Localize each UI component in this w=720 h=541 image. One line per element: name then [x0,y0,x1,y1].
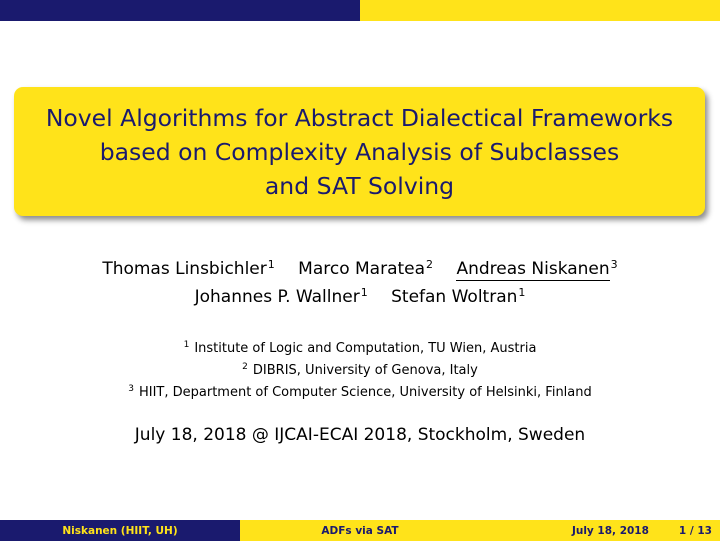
author: Thomas Linsbichler$^1$ [102,258,275,279]
footer-date-page [480,520,720,541]
event-date-line: July 18, 2018 @ IJCAI-ECAI 2018, Stockholm, Sweden [134,425,586,445]
author: Johannes P. Wallner$^1$ [194,286,368,307]
affiliations [0,336,720,402]
presenting-author: Andreas Niskanen$^3$ [456,258,618,279]
author: Marco Maratea$^2$ [298,258,434,279]
top-bar-navy-segment [0,0,360,21]
footer-author: Niskanen (HIIT, UH) [0,520,240,541]
author: Stefan Woltran$^1$ [391,286,526,307]
top-bar-yellow-segment [360,0,720,21]
title-line-2: based on Complexity Analysis of Subclasses [99,137,620,166]
top-header-bar [0,0,720,21]
author-row-1 [0,258,720,279]
title-line-3: and SAT Solving [264,171,455,200]
footer-date: July 18, 2018 [571,524,649,537]
affiliation: $^1$ Institute of Logic and Computation, TU Wien, Austria [183,340,537,356]
footer-short-title: ADFs via SAT [240,520,480,541]
title-line-1: Novel Algorithms for Abstract Dialectical Frameworks [45,103,674,132]
author-row-2 [0,286,720,307]
affiliation: $^2$ DIBRIS, University of Genova, Italy [242,362,478,378]
affiliation: $^3$ HIIT, Department of Computer Science, University of Helsinki, Finland [128,384,592,400]
footer-page-number: 1 / 13 [678,524,712,537]
footer-bar [0,520,720,541]
title-block [14,87,705,216]
